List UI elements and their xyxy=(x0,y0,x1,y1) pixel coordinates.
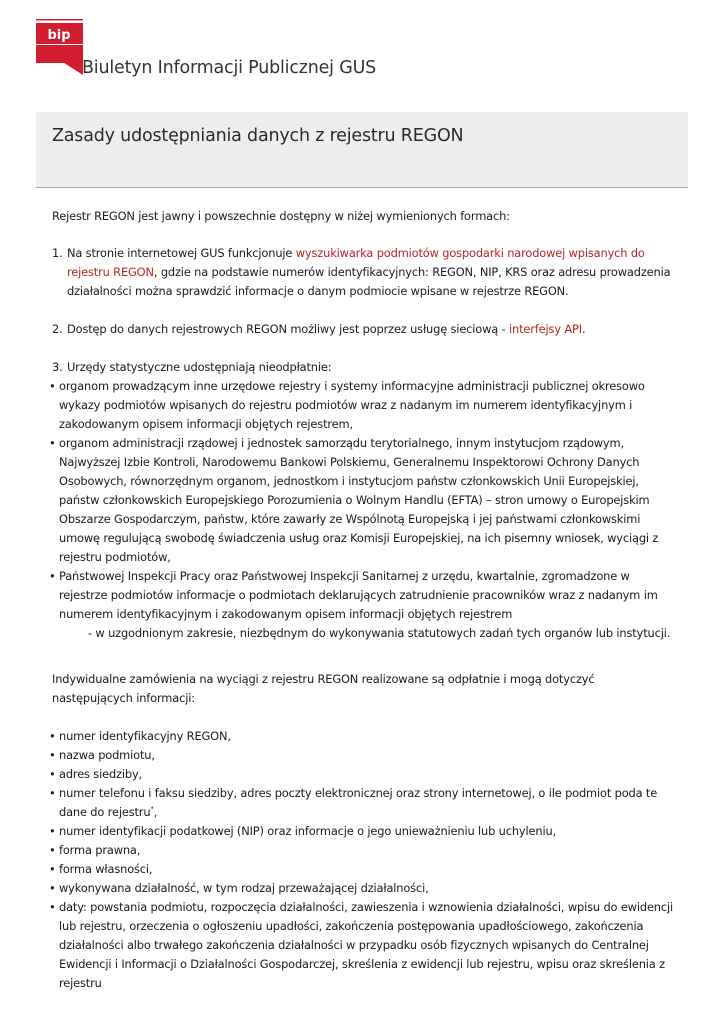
list-item-text: wykonywana działalność, w tym rodzaj przeważającej działalności, xyxy=(59,881,429,895)
list-item xyxy=(50,377,678,434)
page-title-box xyxy=(36,112,688,188)
api-link[interactable]: interfejsy API xyxy=(509,322,582,336)
regon-search-link[interactable]: wyszukiwarka podmiotów gospodarki narodowej wpisanych do rejestru REGON xyxy=(67,246,645,279)
list-item-text: adres siedziby, xyxy=(59,767,143,781)
list-item xyxy=(50,822,678,841)
paid-intro-text: Indywidualne zamówienia na wyciągi z rejestru REGON realizowane są odpłatnie i mogą dotyczyć następujących informacji: xyxy=(52,672,595,705)
bullet-icon: • xyxy=(49,900,56,914)
bullet-icon: • xyxy=(49,881,56,895)
list-item-text: daty: powstania podmiotu, rozpoczęcia działalności, zawieszenia i wznowienia działalności, wpisu do ewidencji lub rejestru, orzeczenia o ogłoszeniu upadłości, zakończenia postępowania upadłościowego, zakończenia działalności albo trwałego zakończenia działalności w przypadku osób fizycznych wpisanych do Centralnej Ewidencji i Informacji o Działalności Gospodarczej, skreślenia z ewidencji lub rejestru, wpisu oraz skreślenia z rejestru xyxy=(59,900,674,990)
bullet-icon: • xyxy=(49,862,56,876)
bullet-icon: • xyxy=(49,843,56,857)
list-item xyxy=(50,727,678,746)
list-item-text: Państwowej Inspekcji Pracy oraz Państwowej Inspekcji Sanitarnej z urzędu, kwartalnie, zgromadzone w rejestrze podmiotów informacje o podmiotach deklarujących zatrudnienie pracowników wraz z nadanym im numerem identyfikacyjnym i zakodowanym opisem informacji objętych rejestrem xyxy=(59,569,658,621)
list-item-text: forma prawna, xyxy=(59,843,141,857)
list-item xyxy=(50,879,678,898)
list-item xyxy=(50,841,678,860)
list-number: 1. xyxy=(52,246,63,260)
bullet-icon: • xyxy=(49,729,56,743)
article-content xyxy=(49,207,678,993)
bullet-icon: • xyxy=(49,824,56,838)
list-item xyxy=(50,898,678,993)
trailing-comma: , xyxy=(153,805,158,819)
footnote-mark: * xyxy=(150,805,154,814)
list-item xyxy=(50,746,678,765)
logo-text: bip xyxy=(47,28,71,43)
list-number: 2. xyxy=(52,322,63,336)
item3-text: Urzędy statystyczne udostępniają nieodpłatnie: xyxy=(67,360,332,374)
bullet-icon: • xyxy=(49,767,56,781)
item2-text-before: Dostęp do danych rejestrowych REGON możliwy jest poprzez usługę sieciową - xyxy=(67,322,510,336)
item2-text-after: . xyxy=(581,322,586,336)
bullet-icon: • xyxy=(49,786,56,800)
list-item-text: numer identyfikacyjny REGON, xyxy=(59,729,231,743)
list-number: 3. xyxy=(52,360,63,374)
bullet-icon: • xyxy=(49,436,56,450)
list-item-3 xyxy=(52,358,678,377)
list-item-text: forma własności, xyxy=(59,862,153,876)
list-item-text: numer telefonu i faksu siedziby, adres poczty elektronicznej oraz strony internetowej, o ile podmiot poda te dane do rejestru xyxy=(59,786,658,819)
intro-text: Rejestr REGON jest jawny i powszechnie dostępny w niżej wymienionych formach: xyxy=(52,209,510,223)
bullet-icon: • xyxy=(49,569,56,583)
list-item-text: numer identyfikacji podatkowej (NIP) oraz informacje o jego unieważnieniu lub uchyleniu, xyxy=(59,824,557,838)
list-item-1 xyxy=(52,244,678,301)
bip-logo[interactable] xyxy=(36,19,84,75)
list-item-text: organom administracji rządowej i jednostek samorządu terytorialnego, innym instytucjom rządowym, Najwyższej Izbie Kontroli, Narodowemu Bankowi Polskiemu, Generalnemu Inspektorowi Ochrony Danych Osobowych, równorzędnym organom, jednostkom i instytucjom państw członkowskich Unii Europejskiej, państw członkowskich Europejskiego Porozumienia o Wolnym Handlu (EFTA) – stron umowy o Europejskim Obszarze Gospodarczym, państw, które zawarły ze Wspólnotą Europejską i jej państwami członkowskimi umowę regulującą swobodę świadczenia usług oraz Komisji Europejskiej, na ich pisemny wniosek, wyciągi z rejestru podmiotów, xyxy=(59,436,659,564)
list-item-2 xyxy=(52,320,678,339)
list-item-text: nazwa podmiotu, xyxy=(59,748,155,762)
item1-text-after: , gdzie na podstawie numerów identyfikacyjnych: REGON, NIP, KRS oraz adresu prowadzenia działalności można sprawdzić informacje o danym podmiocie wpisane w rejestrze REGON. xyxy=(67,265,671,298)
scope-note: - w uzgodnionym zakresie, niezbędnym do wykonywania statutowych zadań tych organów lub instytucji. xyxy=(88,626,671,640)
item1-text-before: Na stronie internetowej GUS funkcjonuje xyxy=(67,246,296,260)
list-item xyxy=(50,784,678,822)
site-title[interactable]: Biuletyn Informacji Publicznej GUS xyxy=(82,58,377,78)
list-item xyxy=(50,765,678,784)
bullet-icon: • xyxy=(49,748,56,762)
list-item xyxy=(50,567,678,624)
list-item xyxy=(50,860,678,879)
bip-logo-mark xyxy=(36,19,84,75)
page-title: Zasady udostępniania danych z rejestru REGON xyxy=(52,126,464,146)
list-item-text: organom prowadzącym inne urzędowe rejestry i systemy informacyjne administracji publicznej okresowo wykazy podmiotów wpisanych do rejestru podmiotów wraz z nadanym im numerem identyfikacyjnym i zakodowanym opisem informacji objętych rejestrem, xyxy=(59,379,645,431)
bullet-icon: • xyxy=(49,379,56,393)
list-item xyxy=(50,434,678,567)
